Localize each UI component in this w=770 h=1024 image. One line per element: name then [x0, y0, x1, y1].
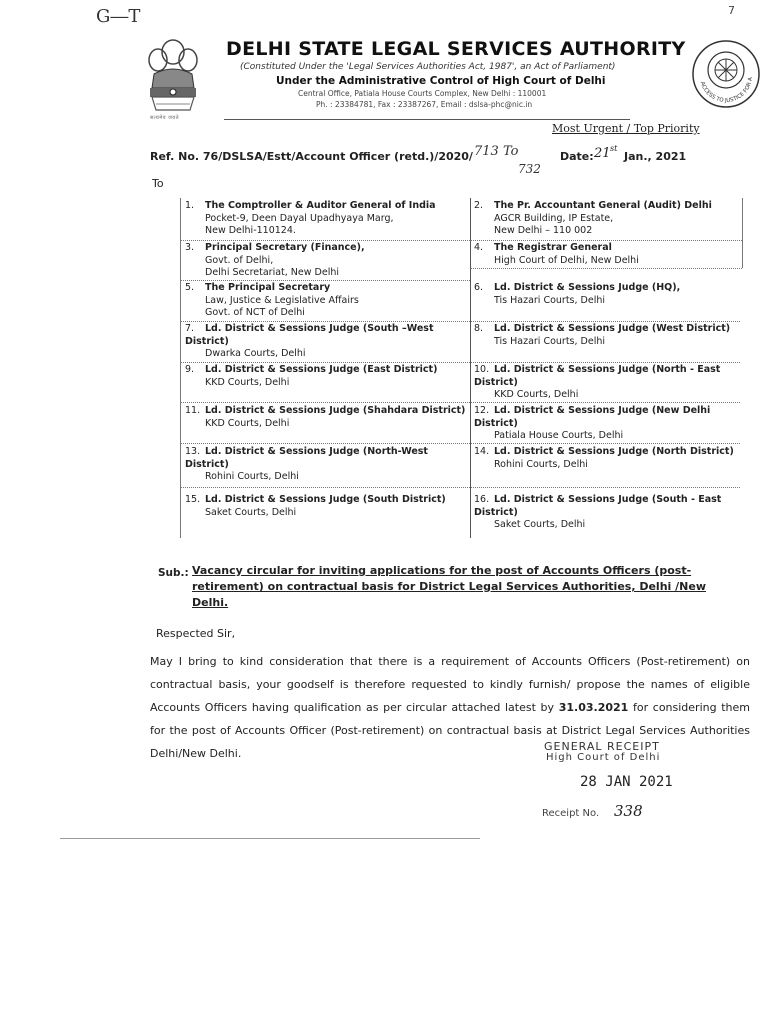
address-grid-right-border [742, 198, 743, 268]
addressee-5: 5. The Principal Secretary Law, Justice & Legislative Affairs Govt. of NCT of Delhi [185, 282, 359, 318]
reference-handwritten: 713 To [474, 144, 519, 159]
addressee-7: 7. Ld. District & Sessions Judge (South –West District) Dwarka Courts, Delhi [185, 323, 434, 359]
control-line: Under the Administrative Control of High Court of Delhi [276, 75, 606, 87]
addressee-2: 2. The Pr. Accountant General (Audit) Delhi AGCR Building, IP Estate, New Delhi – 110 002 [474, 200, 712, 236]
reference-number: Ref. No. 76/DSLSA/Estt/Account Officer (retd.)/2020/ [150, 150, 473, 163]
handwritten-scribble: G―T [96, 6, 141, 27]
emblem-caption: सत्यमेव जयते [150, 115, 180, 121]
dslsa-seal-icon [690, 38, 762, 110]
office-address: Central Office, Patiala House Courts Complex, New Delhi : 110001 [298, 89, 547, 98]
address-row-divider [180, 362, 740, 363]
contact-line: Ph. : 23384781, Fax : 23387267, Email : dslsa-phc@nic.in [316, 100, 533, 109]
date-month-year: Jan., 2021 [624, 150, 687, 163]
date-day: 21 [594, 146, 611, 161]
subject-text: Vacancy circular for inviting applications for the post of Accounts Officers (post-retirement) on contractual basis for District Legal Services Authorities, Delhi /New Delhi. [192, 564, 706, 609]
stamp-title: GENERAL RECEIPT [544, 740, 660, 753]
footer-rule [60, 838, 480, 839]
body-text-part1: May I bring to kind consideration that there is a requirement of Accounts Officers (Post-retirement) on contractual basis, your goodself is therefore requested to kindly furnish/ propose the names of eligible Accounts Officers having qualification as per circular attached latest by [150, 655, 750, 714]
addressee-15: 15. Ld. District & Sessions Judge (South District) Saket Courts, Delhi [185, 494, 446, 518]
reference-handwritten-2: 732 [518, 162, 541, 176]
date-suffix: st [610, 144, 618, 153]
addressee-11: 11. Ld. District & Sessions Judge (Shahdara District) KKD Courts, Delhi [185, 405, 466, 429]
addressee-10: 10. Ld. District & Sessions Judge (North - East District) KKD Courts, Delhi [474, 364, 721, 400]
deadline-date: 31.03.2021 [558, 701, 629, 714]
constitution-line: (Constituted Under the 'Legal Services Authorities Act, 1987', an Act of Parliament) [240, 62, 616, 72]
stamp-receipt-label: Receipt No. [542, 808, 600, 819]
date-label: Date: [560, 150, 594, 163]
address-row-divider [470, 268, 742, 269]
addressee-16: 16. Ld. District & Sessions Judge (South - East District) Saket Courts, Delhi [474, 494, 722, 530]
addressee-1: 1. The Comptroller & Auditor General of India Pocket-9, Deen Dayal Upadhyaya Marg, New Delhi-110124. [185, 200, 436, 236]
organization-name: DELHI STATE LEGAL SERVICES AUTHORITY [226, 38, 686, 60]
addressee-3: 3. Principal Secretary (Finance), Govt. of Delhi, Delhi Secretariat, New Delhi [185, 242, 365, 278]
addressee-9: 9. Ld. District & Sessions Judge (East District) KKD Courts, Delhi [185, 364, 438, 388]
priority-label: Most Urgent / Top Priority [552, 122, 700, 135]
receipt-stamp [536, 738, 706, 824]
salutation: Respected Sir, [156, 627, 236, 640]
corner-mark: 7 [728, 4, 735, 17]
address-row-divider [180, 402, 740, 403]
address-row-divider [180, 280, 470, 281]
addressee-13: 13. Ld. District & Sessions Judge (North-West District) Rohini Courts, Delhi [185, 446, 428, 482]
address-row-divider [180, 321, 740, 322]
subject-label: Sub.: [158, 567, 189, 579]
address-row-divider [180, 443, 740, 444]
body-text-part2: for considering them for the post of Accounts Officer (Post-retirement) on contractual basis at District Legal Services Authorities Delhi/New Delhi. [150, 701, 751, 760]
addressee-6: 6. Ld. District & Sessions Judge (HQ), Tis Hazari Courts, Delhi [474, 282, 681, 306]
stamp-receipt-number: 338 [614, 802, 643, 820]
addressee-12: 12. Ld. District & Sessions Judge (New Delhi District) Patiala House Courts, Delhi [474, 405, 711, 441]
address-row-divider [180, 487, 740, 488]
address-row-divider [470, 240, 742, 241]
stamp-date: 28 JAN 2021 [580, 774, 673, 790]
header-rule [224, 119, 630, 120]
stamp-court: High Court of Delhi [546, 752, 661, 763]
addressee-8: 8. Ld. District & Sessions Judge (West District) Tis Hazari Courts, Delhi [474, 323, 731, 347]
addressee-14: 14. Ld. District & Sessions Judge (North District) Rohini Courts, Delhi [474, 446, 734, 470]
addressee-4: 4. The Registrar General High Court of Delhi, New Delhi [474, 242, 639, 266]
seal-text: ACCESS TO JUSTICE FOR A [698, 76, 755, 105]
national-emblem-icon [140, 34, 206, 118]
address-row-divider [180, 240, 470, 241]
to-label: To [152, 177, 164, 190]
